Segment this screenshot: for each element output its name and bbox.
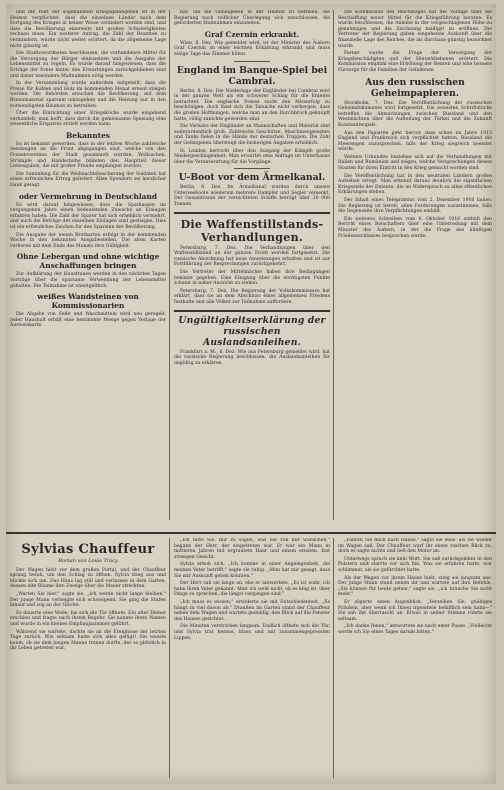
divider — [234, 168, 270, 169]
article-body: Aus den Papieren geht hervor, dass schon im Jahre 1915 England und Frankreich sich verpflichtet hatten, Russland die Meerengen zuzusprechen, falls der Krieg siegreich beendet würde. — [338, 130, 492, 153]
article-body: Petersburg, 7. Dez. Die Regierung der Volkskommissare hat erklärt, dass sie an dem Abschluss eines allgemeinen Friedens festhalte und alle Völker zur Teilnahme auffordere. — [174, 288, 330, 305]
article-body: Die Verluste der Engländer an Mannschaften und Material sind außerordentlich groß. Zahlreiche Geschütze, Maschinengewehre und Tanks fielen in die Hände der deutschen Truppen. Die Zahl der Gefangenen übersteigt die bisherigen Angaben erheblich. — [174, 124, 330, 146]
article-body: Zur Aufklärung der Hausfrauen werden in den nächsten Tagen Vorträge über die sparsame Verwendung der Lebensmittel gehalten. Die Teilnahme ist unentgeltlich. — [10, 272, 166, 289]
article-body: Die Ausgabe der neuen Brotkarten erfolgt in der kommenden Woche in den bekannten Ausgabestellen. Die alten Karten verlieren mit dem Ende des Monats ihre Gültigkeit. — [10, 232, 166, 249]
article-body: Ein weiteres Schreiben vom 6. Oktober 1916 enthält den Bericht eines Botschafters über eine Unterredung mit dem Minister des Äußern, in der die Frage des künftigen Friedensschlusses besprochen wurde. — [338, 216, 492, 239]
column-right — [338, 10, 492, 530]
column-middle — [174, 10, 330, 530]
divider — [234, 61, 270, 62]
article-body: In London herrscht über den Ausgang der Kämpfe große Niedergeschlagenheit. Man erwartet eine Anfrage im Unterhause über die Verantwortung für die Vorgänge. — [174, 148, 330, 165]
article-body: Die Abgabe von Seife und Waschmitteln wird neu geregelt. Jeder Haushalt erhält eine bestimmte Menge gegen Vorlage der Ausweiskarte. — [10, 312, 166, 329]
column-rule — [169, 538, 170, 778]
headline: Bekanntes — [66, 130, 110, 140]
divider — [174, 212, 330, 214]
article-body: Berlin, 8. Dez. Im Ärmelkanal wurden durch unsere Unterseeboote wiederum mehrere Dampfer und Segler versenkt. Der Gesamtraum der vernichteten Schiffe beträgt über 20 000 Tonnen. — [174, 185, 330, 208]
article-body: Weitere Urkunden beziehen sich auf die Verhandlungen mit Italien und Rumänien und zeigen, welche Versprechungen diesen Staaten für ihren Eintritt in den Krieg gemacht worden sind. — [338, 154, 492, 172]
headline: oder Vermehrung in Deutschland — [18, 191, 158, 201]
serial-body: Unterwegs sprach sie kein Wort. Sie saß zurückgelehnt in den Polstern und starrte vor sich hin. Was sie erfahren hatte, war schlimmer, als sie gefürchtet hatte. — [338, 556, 492, 573]
headline: Graf Czernin erkrankt. — [204, 29, 300, 39]
column-rule — [333, 10, 334, 520]
serial-body: Es dauerte eine Weile, bis sich die Tür öffnete. Ein alter Diener erschien und fragte nach ihrem Begehr. Sie nannte ihren Namen und wurde in ein kleines Empfangszimmer geführt. — [10, 610, 166, 627]
serial-body: Der Wagen hielt vor dem großen Portal, und der Chauffeur sprang herab, um den Schlag zu öffnen. Sylvia stieg aus und blickte sich um. Das Haus lag still und verlassen in dem Garten, dessen alte Bäume ihre Zweige über die Mauer streckten. — [10, 567, 166, 590]
divider — [174, 310, 330, 312]
headline: Die Waffenstillstands-Verhandlungen. — [180, 217, 324, 244]
serial-column — [10, 538, 166, 778]
column-left — [10, 10, 166, 530]
serial-body: Als der Wagen vor ihrem Hause hielt, stieg sie langsam aus. Der junge Mann stand neben ihr und wartete auf ihre Befehle. „Sie können für heute gehen," sagte sie, „ich brauche Sie nicht mehr." — [338, 575, 492, 598]
serial-body: „Ich danke Ihnen," antwortete sie nach einer Pause. „Vielleicht werde ich Sie eines Tages darum bitten." — [338, 624, 492, 635]
serial-body: „Warten Sie hier," sagte sie, „ich werde nicht lange bleiben." Der junge Mann verneigte sich schweigend. Sie ging die Stufen hinauf und zog an der Glocke. — [10, 591, 166, 609]
article-body: In der Versammlung wurde außerdem mitgeteilt, dass die Preise für Kohlen und Holz im kommenden Monat erneut steigen werden. Die Behörden ersuchen die Bevölkerung, mit dem Brennmaterial sparsam umzugehen und die Heizung nur in den notwendigsten Räumen zu betreiben. — [10, 81, 166, 109]
serial-body: Er zögerte einen Augenblick. „Verzeihen Sie, gnädiges Fräulein, aber wenn ich Ihnen irgendwie behilflich sein kann—" Sie sah ihn überrascht an. Etwas in seiner Stimme rührte sie seltsam. — [338, 599, 492, 622]
serial-body: „Fahren Sie mich nach Hause," sagte sie leise, als sie wieder im Wagen saß. Der Chauffeur warf ihr einen raschen Blick zu, doch er sagte nichts und ließ den Motor an. — [338, 538, 492, 555]
serial-body: Die Minuten verstrichen langsam. Endlich öffnete sich die Tür, und Sylvia trat heraus, blass und mit zusammengepressten Lippen. — [174, 624, 330, 641]
headline: England im Banque-Spiel bei Cambrai. — [176, 64, 328, 87]
headline: weißes Wandsteinen von Kommissionarien — [37, 292, 139, 311]
serial-body: „Ich muss es wissen," erwiderte sie mit Entschiedenheit. „Es hängt zu viel davon ab." Draußen im Garten stand der Chauffeur neben dem Wagen und wartete geduldig, den Blick auf die Fenster des Hauses gerichtet. — [174, 599, 330, 622]
article-body: Wien, 8. Dez. Wie gemeldet wird, ist der Minister des Äußern Graf Czernin an einer leichten Erkältung erkrankt und muss einige Tage das Zimmer hüten. — [174, 40, 330, 57]
article-body: Die Sammlung für die Weihnachtsbescherung der Soldaten hat einen erfreulichen Ertrag geliefert. Allen Spendern sei herzlicher Dank gesagt. — [10, 171, 166, 189]
article-body: Über die Einrichtung einer Kriegsküche wurde eingehend verhandelt; man hofft, dass durch die gemeinsame Speisung eine wesentliche Ersparnis erzielt werden kann. — [10, 111, 166, 128]
serial-body: Während sie wartete, dachte sie an die Ereignisse der letzten Tage zurück. Wie seltsam hatte sich alles gefügt! Sie wusste kaum, ob sie dem jungen Manne trauen durfte, der so plötzlich in ihr Leben getreten war. — [10, 629, 166, 652]
headline: Ungültigkeitserklärung der russischen Auslandsanleihen. — [178, 314, 326, 348]
article-body: Die Kommission des Reichstages hat die Vorlage über die Beschaffung neuer Mittel für die Kriegsführung beraten. Es wurde beschlossen, die Anleihe in der vorgeschlagenen Höhe zu genehmigen und die Zeichnung baldigst zu eröffnen. Die Vertreter der Regierung gaben eingehende Auskunft über die finanzielle Lage des Reiches, die als durchaus günstig bezeichnet wurde. — [338, 10, 492, 49]
serial-column — [338, 538, 492, 778]
serial-body: Der Herr sah sie lange an, ehe er antwortete. „Es ist wahr, ich habe Ihren Vater gekannt. Aber ich weiß nicht, ob es klug ist, über Dinge zu sprechen, die längst vergangen sind." — [174, 581, 330, 598]
article-body: Die Stadtverordneten beschlossen, die vorhandenen Mittel für die Versorgung der Bürger einzusetzen und die Ausgabe der Lebensmittel zu regeln. Es wurde darauf hingewiesen, dass die Erträge der Ernte hinter den Erwartungen zurückgeblieben sind und daher besondere Maßnahmen nötig werden. — [10, 51, 166, 79]
section-divider — [6, 532, 496, 534]
article-body: Der Inhalt eines Telegramms vom 2. Dezember 1916 lautet: Die Regierung ist bereit, allen Forderungen zuzustimmen, falls die Gegenseite ihre Verpflichtungen einhält. — [338, 198, 492, 215]
serial-title: Sylvias Chauffeur — [21, 542, 155, 557]
article-body: Petersburg, 7. Dez. Die Verhandlungen über den Waffenstillstand an der ganzen Front werden fortgesetzt. Die russische Abordnung hat neue Anweisungen erhalten und ist zur Fortführung der Besprechungen zurückgekehrt. — [174, 245, 330, 268]
headline: Aus den russischen Geheimpapieren. — [365, 76, 465, 99]
article-body: hat, um die Gefangenen in der Heimat zu befreien, die Regierung nach reiflicher Überlegung sich entschlossen, die geforderten Maßnahmen einzuleiten. — [174, 10, 330, 27]
article-body: Die Veröffentlichung hat in den neutralen Ländern großes Aufsehen erregt. Man erkennt daraus deutlich die eigentlichen Kriegsziele der Entente, die im Widerspruch zu allen öffentlichen Erklärungen stehen. — [338, 173, 492, 196]
serial-subtitle: Roman von Louis Tracy — [58, 558, 118, 564]
article-body: und die Haft der sogenannten Kriegsgefangenen ist in der Heimat verpflichtet, dass die einzelnen Länder nach dem Fortgang des Krieges in keiner Weise verändert worden sind, und dass die Bevölkerung einerseits mit großen Schwierigkeiten rechnen muss. Ein weiterer Antrag, die Zahl der Beamten zu vermindern, wurde nicht weiter erörtert, da die allgemeine Lage nicht günstig ist. — [10, 10, 166, 49]
article-body: Frankfurt a. M., 8. Dez. Wie aus Petersburg gemeldet wird, hat die russische Regierung beschlossen, die Auslandsanleihen für ungültig zu erklären. — [174, 349, 330, 366]
article-body: Berlin, 8. Dez. Die Niederlage der Engländer bei Cambrai wird in der ganzen Welt als ein schwerer Schlag für die Entente betrachtet. Die englische Presse sucht den Misserfolg zu beschönigen, doch lässt sich die Tatsache nicht verbergen, dass die großen Hoffnungen, welche man an den Durchbruch geknüpft hatte, völlig zunichte geworden sind. — [174, 88, 330, 122]
headline: U-Boot vor dem Ärmelkanal. — [178, 172, 326, 184]
headline: Ohne Lebergan und ohne wichtige Anschaffungen bringen — [16, 252, 160, 271]
article-body: Die Vertreter der Mittelmächte haben ihre Bedingungen bekannt gegeben. Eine Einigung über die wichtigsten Punkte scheint in naher Aussicht zu stehen. — [174, 270, 330, 287]
article-body: Stockholm, 7. Dez. Die Veröffentlichung der russischen Geheimdokumente wird fortgesetzt. Die neuesten Schriftstücke betreffen die Abmachungen zwischen Russland und den Westmächten über die Aufteilung der Türkei und die Zukunft Konstantinopels. — [338, 100, 492, 128]
article-body: Es wird darauf hingewiesen, dass die Sparkassen im vergangenen Jahre einen bedeutenden Zuwachs an Einlagen erfahren haben. Die Zahl der Sparer hat sich erheblich vermehrt, und auch die Beträge der einzelnen Einlagen sind gestiegen. Dies ist ein erfreuliches Zeichen für den Sparsinn der Bevölkerung. — [10, 202, 166, 230]
serial-column — [174, 538, 330, 778]
article-body: Es ist bekannt geworden, dass in der letzten Woche zahlreiche Sendungen an die Front abgegangen sind, welche von den Frauenvereinen der Stadt gesammelt wurden. Wollsachen, Strümpfe und Handschuhe bildeten den Hauptteil dieser Liebesgaben, die mit großer Freude empfangen wurden. — [10, 141, 166, 170]
column-rule — [169, 10, 170, 520]
serial-body: Sylvia erhob sich. „Ich komme in einer Angelegenheit, die meinen Vater betrifft," sagte sie ruhig. „Man hat mir gesagt, dass Sie mir Auskunft geben könnten." — [174, 562, 330, 579]
newspaper-page — [6, 4, 496, 784]
article-body: Ferner wurde die Frage der Versorgung der Kriegsbeschädigten und der Hinterbliebenen erörtert. Die Kommission empfahl eine Erhöhung der Renten und eine bessere Fürsorge für die Familien der Gefallenen. — [338, 51, 492, 73]
serial-body: „Ich bitte Sie, mir zu sagen, was Sie von mir wünschen," begann der Herr, der eingetreten war. Er war ein Mann in mittleren Jahren mit ergrautem Haar und einem ernsten, fast strengen Gesicht. — [174, 538, 330, 560]
column-rule — [333, 538, 334, 778]
